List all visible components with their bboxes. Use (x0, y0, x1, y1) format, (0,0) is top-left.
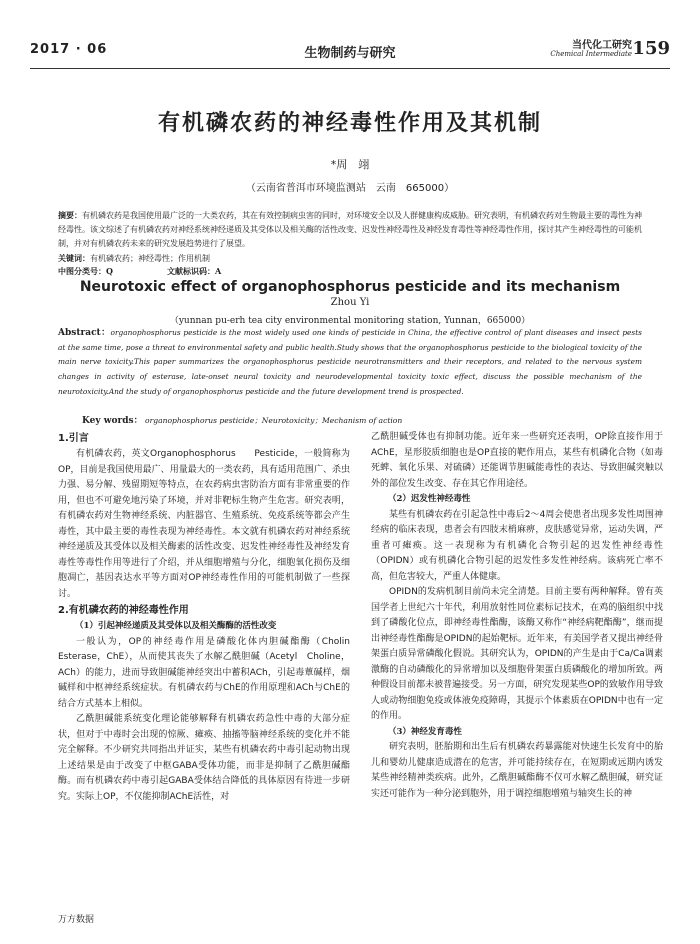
paragraph: 乙酰胆碱能系统变化理论能够解释有机磷农药急性中毒的大部分症状，但对于中毒时会出现的惊厥、瘫痪、抽搐等脑神经系统的变化并不能完全解释。不少研究共同指出并证实，某些有机磷农药中毒引起动物出现上述结果是由于改变了中枢GABA受体功能，而非是抑制了乙酰胆碱酯酶。而有机磷农药中毒引起GABA受体结合降低的具体原因有待进一步研究。实际上OP，不仅能抑制AChE活性，对 (58, 714, 350, 802)
paragraph: OPIDN的发病机制目前尚未完全清楚。目前主要有两种解释。曾有英国学者上世纪六十年代，利用放射性同位素标记技术，在鸡的脑组织中找到了磷酸化位点，即神经毒性酯酶，该酶又称作“神经病靶酯酶”，继而提出神经毒性酯酶是OPIDN的起始靶标。近年来，有美国学者又提出神经骨架蛋白质异常磷酸化假说。其研究认为，OPIDN的产生是由于Ca/Ca调素激酶的自动磷酸化的异常增加以及细胞骨架蛋白质磷酸化的增加所致。两种假设目前都未被普遍接受。另一方面，研究发现某些OP的致敏作用导致人或动物细胞免疫或体液免疫障碍，其提示个体素质在OPIDN中也有一定的作用。 (371, 587, 663, 721)
doc-code-value: A (214, 266, 222, 276)
keywords-en-label: Key words： (82, 416, 143, 426)
abstract-en-label: Abstract： (58, 328, 111, 338)
issue-number: 2017 · 06 (30, 42, 108, 57)
abstract-en (58, 326, 642, 400)
header-divider (30, 68, 670, 69)
left-column (58, 430, 350, 805)
page-header (30, 36, 670, 66)
keywords-cn (58, 252, 642, 265)
keywords-cn-text: 有机磷农药；神经毒性；作用机制 (90, 254, 210, 263)
journal-name-en: Chemical Intermediate (550, 50, 632, 58)
english-title: Neurotoxic effect of organophosphorus pesticide and its mechanism (79, 279, 621, 295)
abstract-en-text: organophosphorus pesticide is the most widely used one kinds of pesticide in China, the effective control of plant diseases and insect pests at the same time, pose a threat to environmental safety and public health.Study shows that the organophosphorus pesticide to the biological toxicity of the main nerve toxicity.This paper summarizes the organophosphorus pesticide neurotransmitters and their receptors, and related to the nervous system changes in activity of esterase, late-onset neural toxicity and neurodevelopmental toxicity toxic effect, discuss the possible mechanism of the neurotoxicity.And the study of organophosphorus pesticide and the future development trend is prospected. (58, 328, 642, 396)
page-number: 159 (632, 38, 670, 59)
paragraph: 某些有机磷农药在引起急性中毒后2～4周会使患者出现多发性周围神经病的临床表现，患者会有四肢末梢麻痹，皮肤感觉异常，运动失调，严重者可瘫痪。这一表现称为有机磷化合物引起的迟发性神经毒性（OPIDN）或有机磷化合物引起的迟发性多发性神经病。该病死亡率不高，但危害较大，严重人体健康。 (371, 509, 663, 582)
keywords-en-text: organophosphorus pesticide；Neurotoxicity；Mechanism of action (145, 416, 403, 425)
paragraph: 有机磷农药，英文Organophosphorus Pesticide，一般简称为OP，目前是我国使用最广、用量最大的一类农药，具有适用范围广、杀虫力强、易分解、残留期短等特点，在农药病虫害防治方面有非常重要的作用，但也不可避免地污染了环境，并对非靶标生物产生危害。研究表明，有机磷农药对生物神经系统、内脏器官、生殖系统、免疫系统等都会产生毒性，其中最主要的毒性表现为神经毒性。本文就有机磷农药对神经系统神经递质及其受体以及相关酶素的活性改变、迟发性神经毒性及神经发育毒性等毒性作用等进行了介绍，并从细胞增殖与分化，细胞氧化损伤及细胞凋亡，基因表达水平等方面对OP神经毒性作用的可能机制做了一些探讨。 (58, 449, 350, 599)
english-author: Zhou Yi (330, 297, 370, 308)
article-title: 有机磷农药的神经毒性作用及其机制 (157, 111, 542, 136)
paragraph: 一般认为，OP的神经毒作用是磷酸化体内胆碱酯酶（Cholin Esterase，ChE），从而使其丧失了水解乙酰胆碱（Acetyl Choline，ACh）的能力，进而导致胆碱能神经突出中蓄积ACh，引起毒蕈碱样，烟碱样和中枢神经系统症状。有机磷农药与ChE的作用原理和ACh与ChE的结合方式基本上相似。 (58, 636, 350, 709)
abstract-cn-label: 摘要： (58, 211, 82, 220)
right-column (371, 430, 663, 802)
abstract-cn (58, 209, 642, 251)
journal-name-cn: 当代化工研究 (572, 40, 632, 51)
subsection-heading: （1）引起神经递质及其受体以及相关酶酶的活性改变 (75, 621, 277, 631)
subsection-heading: （3）神经发育毒性 (388, 726, 462, 737)
keywords-cn-label: 关键词： (58, 253, 90, 263)
affiliation: （云南省普洱市环境监测站 云南 665000） (245, 183, 455, 194)
footer-source: 万方数据 (58, 915, 95, 925)
section-title: 生物制药与研究 (304, 46, 396, 61)
classification (58, 266, 221, 277)
abstract-cn-text: 有机磷农药是我国使用最广泛的一大类农药，其在有效控制病虫害的同时，对环境安全以及人群健康构成威胁。研究表明，有机磷农药对生物最主要的毒性为神经毒性。该文综述了有机磷农药对神经系统神经递质及其受体以及相关酶的活性改变、迟发性神经毒性及神经发育毒性等神经毒性作用，探讨其产生神经毒性的可能机制，并对有机磷农药未来的研究发展趋势进行了展望。 (58, 211, 642, 248)
paragraph: 研究表明，胚胎期和出生后有机磷农药暴露能对快速生长发育中的胎儿和婴幼儿健康造成潜在的危害，并可能持续存在，在短期或远期内诱发某些神经精神类疾病。此外，乙酰胆碱酯酶不仅可水解乙酰胆碱，研究证实还可能作为一种分泌到胞外，用于调控细胞增殖与轴突生长的神 (371, 742, 663, 799)
section-heading-neurotoxic: 2.有机磷农药的神经毒性作用 (58, 605, 189, 616)
english-affiliation: （yunnan pu-erh tea city environmental monitoring station, Yunnan，665000） (169, 316, 531, 326)
keywords-en (82, 413, 402, 426)
paragraph: 乙酰胆碱受体也有抑制功能。近年来一些研究还表明，OP除直接作用于AChE，星形胶质细胞也是OP直接的靶作用点，某些有机磷化合物（如毒死蜱、氧化乐果、对硫磷）还能调节胆碱能毒性的表达、导致胆碱突触以外的部位发生改变、存在其它作用途径。 (371, 432, 663, 489)
clc-value: Q (106, 266, 113, 276)
section-heading-intro: 1.引言 (58, 433, 89, 444)
clc-label: 中图分类号： (58, 266, 106, 276)
subsection-heading: （2）迟发性神经毒性 (388, 494, 471, 504)
doc-code-label: 文献标识码： (166, 266, 215, 276)
author: *周 翊 (330, 158, 370, 171)
